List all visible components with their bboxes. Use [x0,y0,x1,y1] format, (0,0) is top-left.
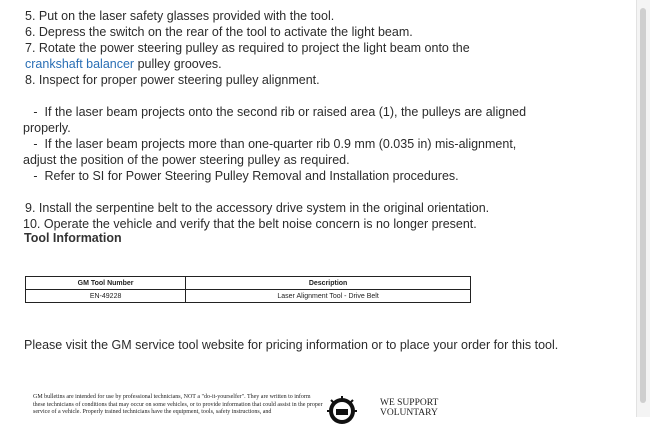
table-header-row [26,277,471,290]
step-8: 8. Inspect for proper power steering pulley alignment. [25,73,320,87]
tool-information-heading: Tool Information [24,231,122,245]
scrollbar-thumb[interactable] [640,8,646,403]
column-header: Description [186,277,471,290]
bullet-aligned: - If the laser beam projects onto the second rib or raised area (1), the pulleys are aligned properly. [23,105,530,135]
tool-number-cell: EN-49228 [26,290,186,303]
crankshaft-balancer-link[interactable]: crankshaft balancer [25,57,135,71]
step-9: 9. Install the serpentine belt to the accessory drive system in the original orientation. [25,201,490,215]
procedure-steps [23,8,528,232]
support-line-2: VOLUNTARY [380,408,438,418]
support-line-1: WE SUPPORT [380,398,439,408]
ase-seal-icon [327,396,357,426]
bulletin-disclaimer: GM bulletins are intended for use by professional technicians, NOT a "do-it-yourselfer". They are written to inform these technicians of conditions that may occur on some vehicles, or to provide information that could assist in the proper service of a vehicle. Properly trained technicians have the equipment, tools, safety instructions, and [33,394,323,415]
bullet-misaligned: - If the laser beam projects more than one-quarter rib 0.9 mm (0.035 in) mis-alignment, adjust the position of the power steering pulley as required. [23,137,520,167]
step-5: 5. Put on the laser safety glasses provided with the tool. [25,9,335,23]
pricing-note: Please visit the GM service tool website for pricing information or to place your order for this tool. [24,338,559,352]
column-header: GM Tool Number [26,277,186,290]
bullet-refer-si: - Refer to SI for Power Steering Pulley Removal and Installation procedures. [23,169,459,183]
tool-description-cell: Laser Alignment Tool - Drive Belt [186,290,471,303]
step-7 [23,40,528,72]
step-6: 6. Depress the switch on the rear of the tool to activate the light beam. [25,25,413,39]
step-7-text-end: pulley grooves. [134,57,222,71]
step-10: 10. Operate the vehicle and verify that the belt noise concern is no longer present. [23,217,477,231]
support-statement [380,398,438,418]
spacer [23,88,528,104]
step-7-text: 7. Rotate the power steering pulley as required to project the light beam onto the [25,41,474,55]
table-row [26,290,471,303]
vertical-scrollbar[interactable] [636,0,650,417]
tool-table [25,276,471,303]
spacer [23,184,528,200]
